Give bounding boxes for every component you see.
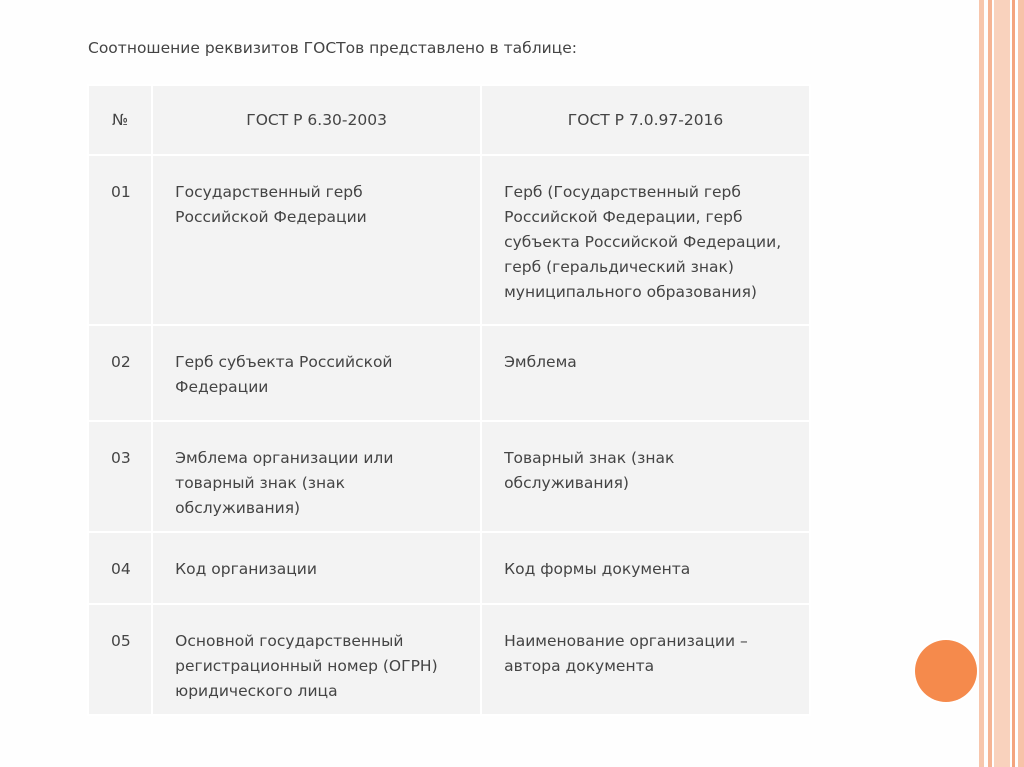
decorative-stripe (1012, 0, 1015, 767)
table-row (88, 421, 810, 532)
accent-circle (915, 640, 977, 702)
header-number: № (88, 85, 152, 155)
cell-gost-2016: Товарный знак (знак обслуживания) (504, 449, 675, 492)
cell-gost-2003: Герб субъекта Российской Федерации (175, 353, 393, 396)
cell-gost-2003: Основной государственный регистрационный номер (ОГРН) юридического лица (175, 632, 438, 700)
table-row (88, 155, 810, 325)
table-header-row (88, 85, 810, 155)
cell-gost-2003: Код организации (175, 560, 317, 578)
cell-gost-2016: Герб (Государственный герб Российской Федерации, герб субъекта Российской Федерации, герб (геральдический знак) муниципального образования) (504, 183, 782, 301)
row-number: 05 (111, 632, 131, 650)
decorative-stripe (988, 0, 992, 767)
cell-gost-2016: Наименование организации – автора документа (504, 632, 748, 675)
row-number: 02 (111, 353, 131, 371)
row-number: 01 (111, 183, 131, 201)
table-row (88, 532, 810, 604)
cell-gost-2016: Эмблема (504, 353, 577, 371)
row-number: 04 (111, 560, 131, 578)
header-gost-2003: ГОСТ Р 6.30-2003 (152, 85, 481, 155)
table-row (88, 604, 810, 715)
intro-text: Соотношение реквизитов ГОСТов представлено в таблице: (88, 39, 577, 57)
decorative-stripe (1018, 0, 1024, 767)
row-number: 03 (111, 449, 131, 467)
gost-comparison-table (87, 84, 811, 716)
cell-gost-2003: Эмблема организации или товарный знак (знак обслуживания) (175, 449, 394, 517)
decorative-stripe (979, 0, 984, 767)
header-gost-2016: ГОСТ Р 7.0.97-2016 (481, 85, 810, 155)
cell-gost-2016: Код формы документа (504, 560, 691, 578)
table-row (88, 325, 810, 421)
decorative-stripe (994, 0, 1010, 767)
cell-gost-2003: Государственный герб Российской Федерации (175, 183, 367, 226)
